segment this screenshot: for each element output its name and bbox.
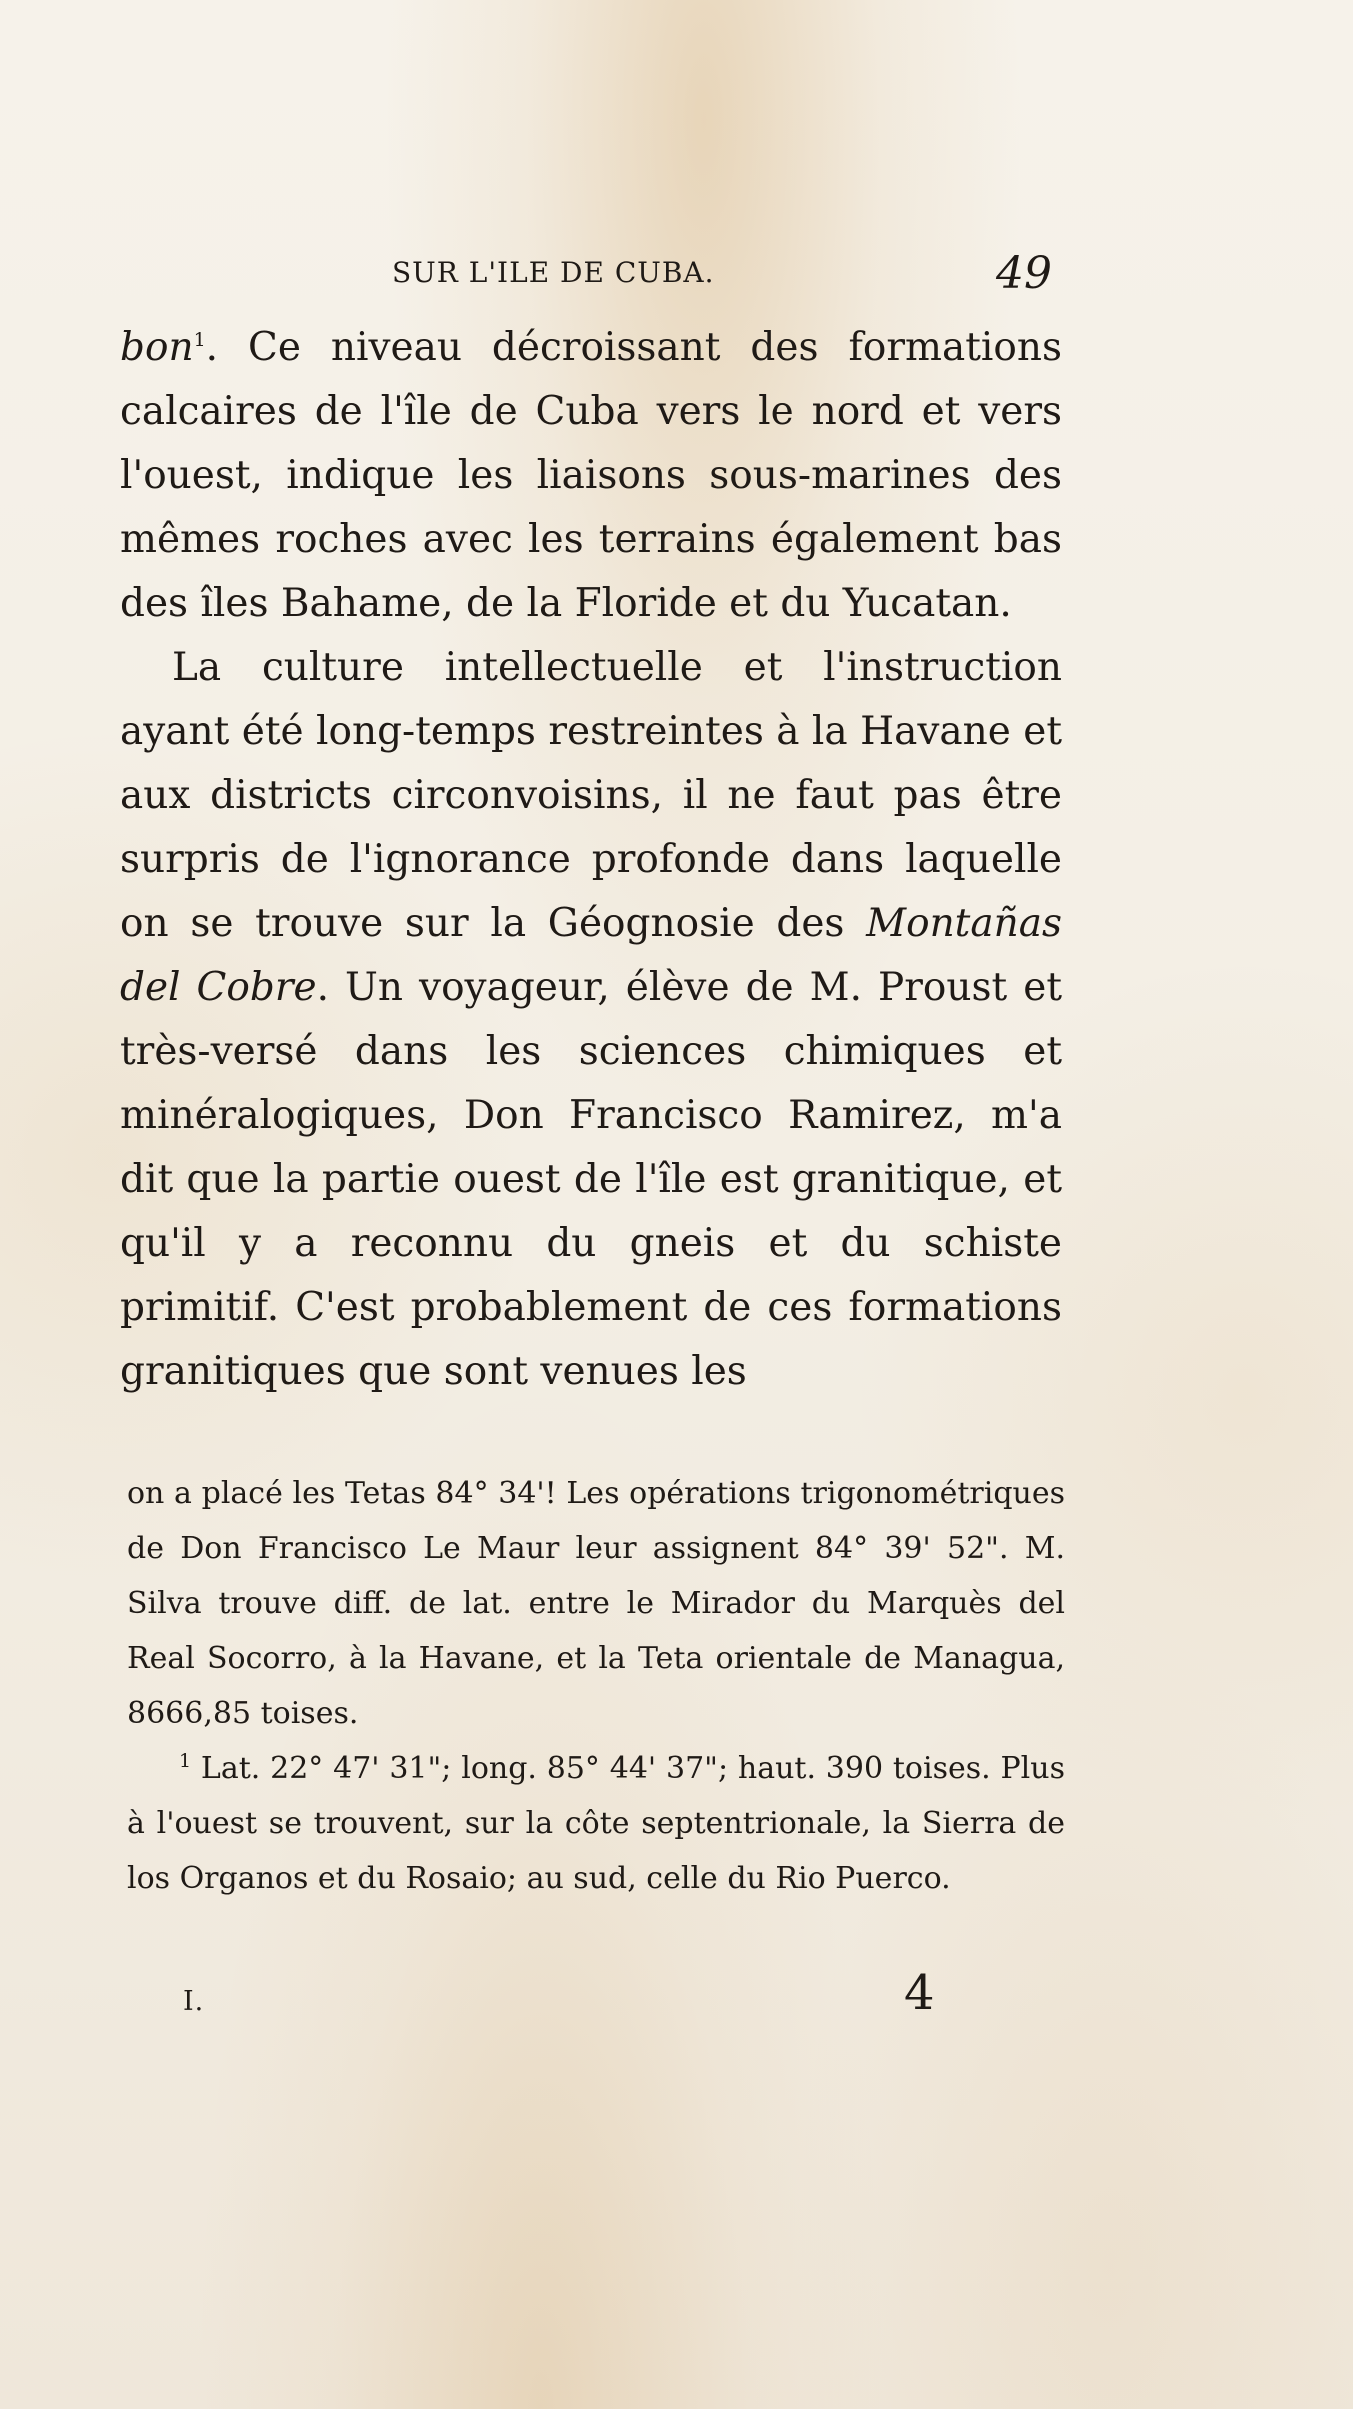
footnotes bbox=[127, 1466, 1065, 1906]
footnote-continued: on a placé les Tetas 84° 34'! Les opérations trigonométriques de Don Francisco Le Maur leur assignent 84° 39' 52". M. Silva trouve diff. de lat. entre le Mirador du Marquès del Real Socorro, à la Havane, et la Teta orientale de Managua, 8666,85 toises. bbox=[127, 1476, 1065, 1731]
paragraph-2 bbox=[120, 636, 1062, 1404]
page-number: 49 bbox=[996, 248, 1052, 299]
paragraph-1-lead-italic: bon bbox=[120, 325, 194, 370]
signature-mark-left: I. bbox=[183, 1986, 205, 2017]
footnote-1 bbox=[127, 1741, 1065, 1906]
running-head: SUR L'ILE DE CUBA. bbox=[392, 256, 715, 289]
footnote-marker: 1 bbox=[193, 329, 206, 351]
paragraph-2-text-start: La culture intellectuelle et l'instruction ayant été long-temps restreintes à la Havane et aux districts circonvoisins, il ne faut pas être surpris de l'ignorance profonde dans laquelle on se trouve sur la Géognosie des bbox=[120, 645, 1062, 946]
paragraph-1 bbox=[120, 316, 1062, 636]
signature-mark-right: 4 bbox=[904, 1965, 935, 2021]
main-text bbox=[120, 316, 1062, 1404]
footnote-1-number: 1 bbox=[179, 1750, 192, 1772]
page-header bbox=[392, 248, 1056, 300]
footnote-1-text: Lat. 22° 47' 31"; long. 85° 44' 37"; haut. 390 toises. Plus à l'ouest se trouvent, sur la côte septentrionale, la Sierra de los Organos et du Rosaio; au sud, celle du Rio Puerco. bbox=[127, 1751, 1065, 1896]
paragraph-1-text: . Ce niveau décroissant des formations calcaires de l'île de Cuba vers le nord et vers l'ouest, indique les liaisons sous-marines des mêmes roches avec les terrains également bas des îles Bahame, de la Floride et du Yucatan. bbox=[120, 325, 1062, 626]
paragraph-2-text-end: . Un voyageur, élève de M. Proust et très-versé dans les sciences chimiques et minéralogiques, Don Francisco Ramirez, m'a dit que la partie ouest de l'île est granitique, et qu'il y a reconnu du gneis et du schiste primitif. C'est probablement de ces formations granitiques que sont venues les bbox=[120, 965, 1062, 1394]
paragraph-2-italic-place: Montañas del Cobre bbox=[120, 901, 1062, 1010]
